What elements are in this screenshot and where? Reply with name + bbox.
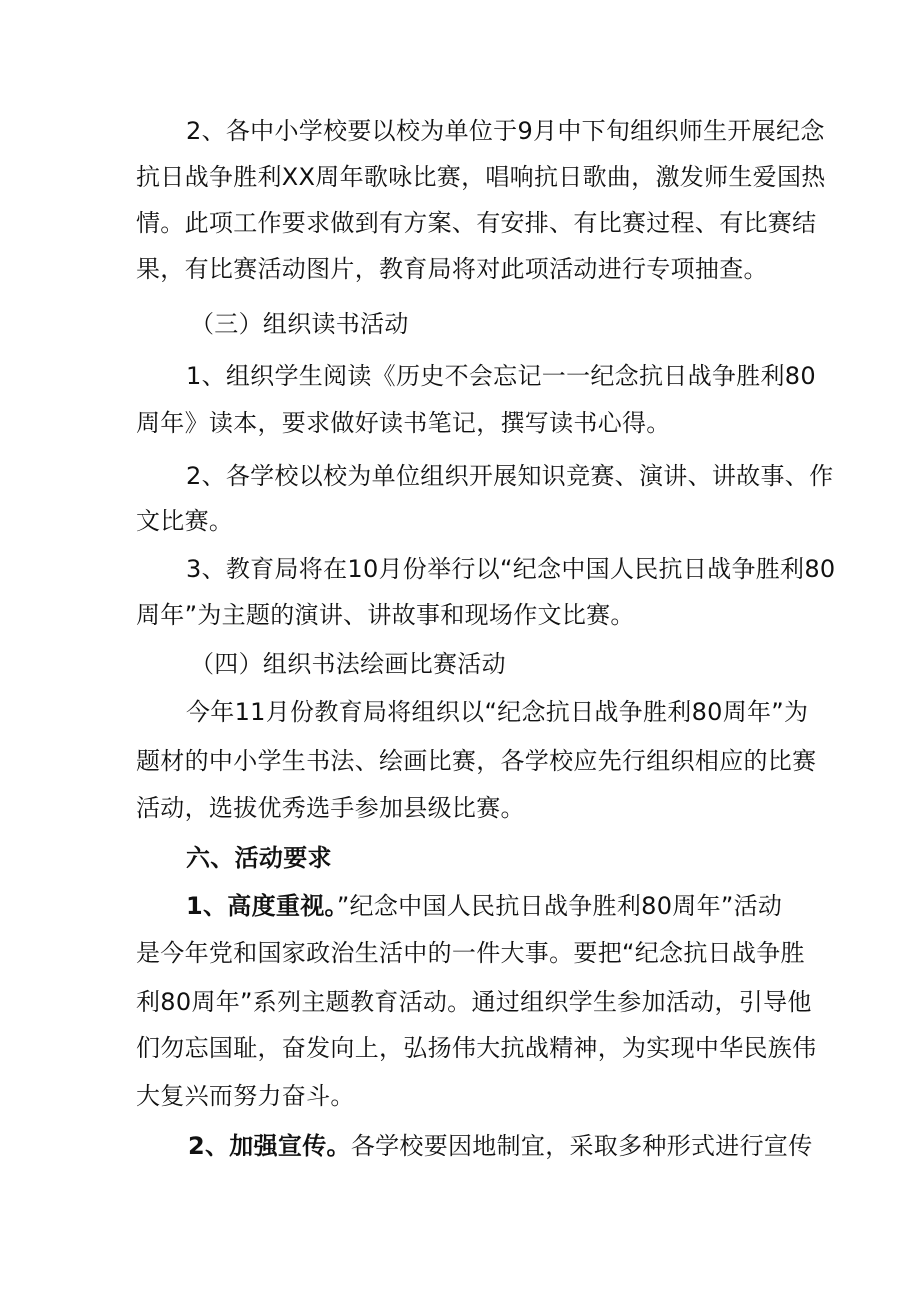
paragraph-line-11: 今年11月份教育局将组织以“纪念抗日战争胜利80周年”为 [186,698,809,726]
requirement-item-2 [188,1123,848,1169]
paragraph-line-10: 周年”为主题的演讲、讲故事和现场作文比赛。 [136,601,635,629]
section-heading-reading: （三）组织读书活动 [190,310,409,338]
section-heading-requirements: 六、活动要求 [186,844,332,872]
paragraph-line-3: 情。此项工作要求做到有方案、有安排、有比赛过程、有比赛结 [136,209,817,237]
section-heading-calligraphy: （四）组织书法绘画比赛活动 [190,650,506,678]
paragraph-line-6: 周年》读本，要求做好读书笔记，撰写读书心得。 [136,409,671,437]
paragraph-line-8: 文比赛。 [136,507,234,535]
requirement-item-1-lead: 1、高度重视。 [186,892,337,920]
paragraph-line-1: 2、各中小学校要以校为单位于9月中下旬组织师生开展纪念 [186,117,825,145]
paragraph-line-5: 1、组织学生阅读《历史不会忘记一一纪念抗日战争胜利80 [186,362,816,390]
requirement-item-2-lead: 2、加强宣传。 [188,1132,351,1160]
paragraph-line-9: 3、教育局将在10月份举行以“纪念中国人民抗日战争胜利80 [186,555,836,583]
paragraph-line-14: 是今年党和国家政治生活中的一件大事。要把“纪念抗日战争胜 [136,939,805,967]
requirement-item-2-text: 各学校要因地制宜，采取多种形式进行宣传 [350,1132,813,1160]
paragraph-line-2: 抗日战争胜利XX周年歌咏比赛，唱响抗日歌曲，激发师生爱国热 [136,163,826,191]
paragraph-line-12: 题材的中小学生书法、绘画比赛，各学校应先行组织相应的比赛 [136,747,817,775]
paragraph-line-16: 们勿忘国耻，奋发向上，弘扬伟大抗战精神，为实现中华民族伟 [136,1034,817,1062]
paragraph-line-4: 果，有比赛活动图片，教育局将对此项活动进行专项抽查。 [136,255,768,283]
paragraph-line-15: 利80周年”系列主题教育活动。通过组织学生参加活动，引导他 [136,988,812,1016]
paragraph-line-7: 2、各学校以校为单位组织开展知识竞赛、演讲、讲故事、作 [186,462,834,490]
paragraph-line-13: 活动，选拔优秀选手参加县级比赛。 [136,794,525,822]
requirement-item-1-text: ”纪念中国人民抗日战争胜利80周年”活动 [336,892,783,920]
requirement-item-1 [186,883,846,929]
paragraph-line-17: 大复兴而努力奋斗。 [136,1082,355,1110]
